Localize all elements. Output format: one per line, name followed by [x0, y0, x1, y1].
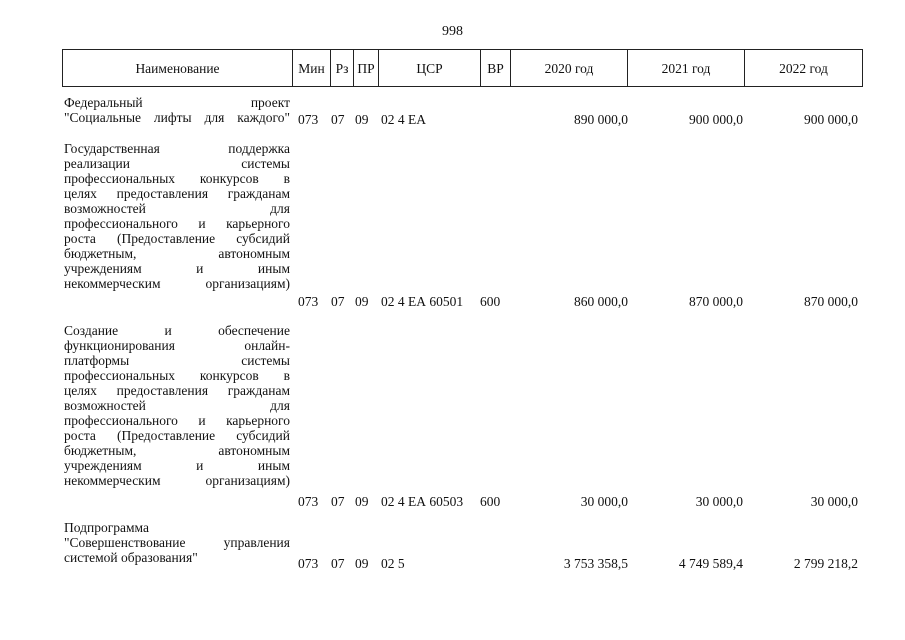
row-name: Подпрограмма "Совершенствование управления системой образования" — [64, 520, 290, 565]
header-2021: 2021 год — [627, 50, 744, 86]
header-min: Мин — [292, 50, 330, 86]
header-csr: ЦСР — [378, 50, 480, 86]
row-2021: 4 749 589,4 — [678, 556, 743, 571]
table-row — [62, 520, 863, 570]
row-2020: 860 000,0 — [574, 294, 628, 309]
row-vr: 600 — [480, 294, 501, 309]
row-pr: 09 — [355, 556, 369, 571]
row-csr: 02 5 — [381, 556, 405, 571]
row-2020: 890 000,0 — [574, 112, 628, 127]
header-rz: Рз — [330, 50, 353, 86]
header-name: Наименование — [135, 60, 220, 76]
header-2022: 2022 год — [744, 50, 862, 86]
row-2021: 900 000,0 — [689, 112, 743, 127]
table-row — [62, 95, 863, 127]
row-min: 073 — [298, 494, 319, 509]
row-rz: 07 — [331, 294, 345, 309]
row-pr: 09 — [355, 112, 369, 127]
row-rz: 07 — [331, 556, 345, 571]
row-vr: 600 — [480, 494, 501, 509]
row-pr: 09 — [355, 294, 369, 309]
row-2020: 3 753 358,5 — [563, 556, 628, 571]
header-2020: 2020 год — [510, 50, 627, 86]
table-header — [62, 49, 863, 87]
row-csr: 02 4 ЕА 60503 — [381, 494, 464, 509]
row-2022: 900 000,0 — [804, 112, 858, 127]
row-min: 073 — [298, 294, 319, 309]
row-pr: 09 — [355, 494, 369, 509]
table-row — [62, 323, 863, 511]
header-pr: ПР — [353, 50, 378, 86]
row-min: 073 — [298, 112, 319, 127]
row-name: Государственная поддержка реализации системы профессиональных конкурсов в целях предоставления гражданам возможностей для профессионального и карьерного роста (Предоставление субсидий бюджетным, автономным учреждениям и иным некоммерческим организациям) — [64, 141, 290, 291]
row-min: 073 — [298, 556, 319, 571]
table-row — [62, 141, 863, 311]
page-number: 998 — [442, 24, 463, 39]
row-csr: 02 4 ЕА 60501 — [381, 294, 464, 309]
row-2020: 30 000,0 — [580, 494, 628, 509]
row-2021: 870 000,0 — [689, 294, 743, 309]
row-name: Создание и обеспечение функционирования онлайн- платформы системы профессиональных конкурсов в целях предоставления гражданам возможностей для профессионального и карьерного роста (Предоставление субсидий бюджетным, автономным учреждениям и иным некоммерческим организациям) — [64, 323, 290, 488]
row-2022: 30 000,0 — [810, 494, 858, 509]
row-2022: 2 799 218,2 — [793, 556, 858, 571]
row-rz: 07 — [331, 494, 345, 509]
row-csr: 02 4 ЕА — [381, 112, 426, 127]
row-name: Федеральный проект "Социальные лифты для каждого" — [64, 95, 290, 125]
row-2021: 30 000,0 — [695, 494, 743, 509]
row-2022: 870 000,0 — [804, 294, 858, 309]
row-rz: 07 — [331, 112, 345, 127]
header-vr: ВР — [480, 50, 510, 86]
